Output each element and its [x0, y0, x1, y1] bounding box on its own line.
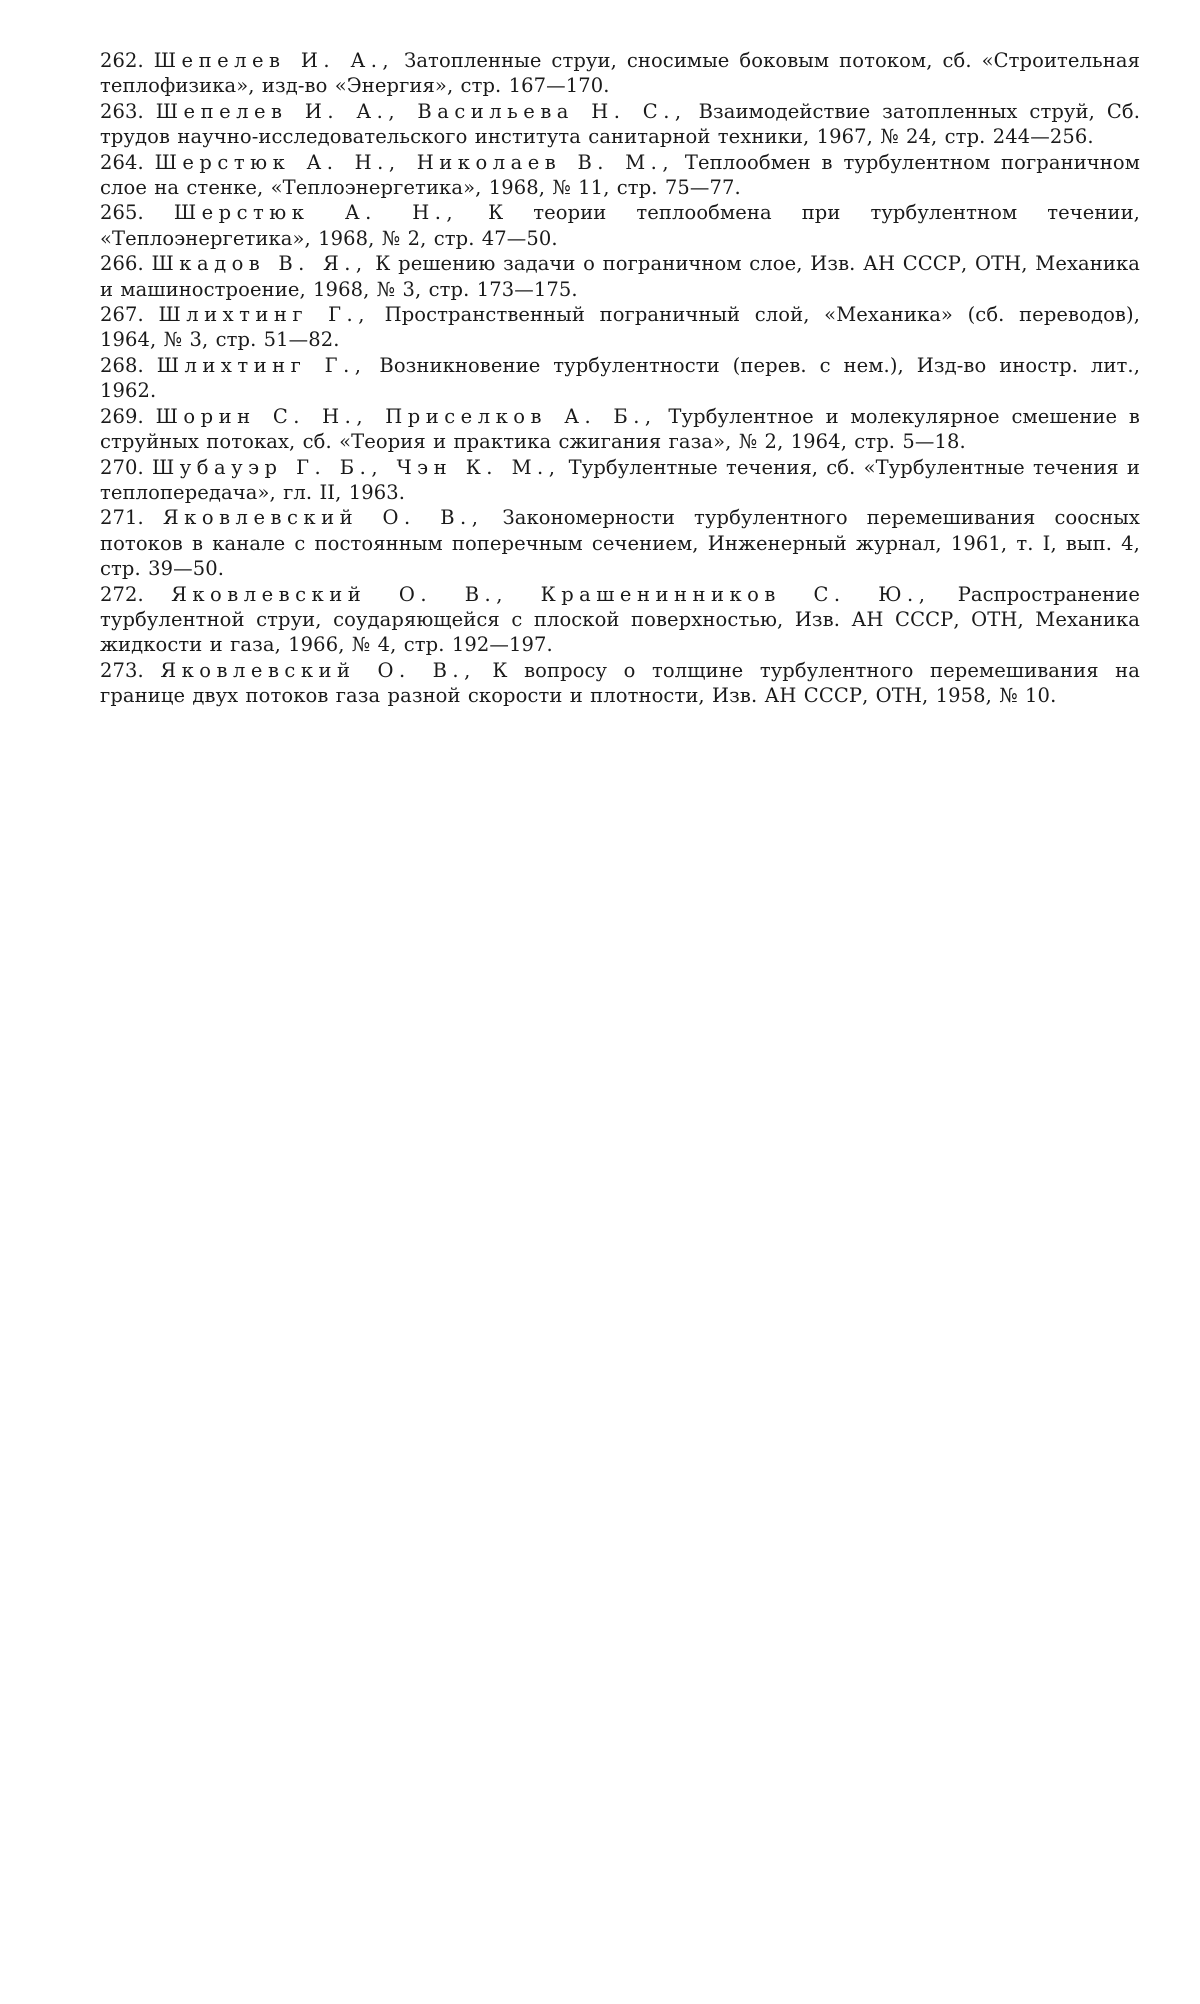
- reference-text: К теории теплообмена при турбулентном течении, «Теплоэнергетика», 1968, № 2, стр. 47—50.: [100, 201, 1140, 250]
- reference-item: [100, 455, 1140, 506]
- reference-item: [100, 404, 1140, 455]
- reference-number: 273.: [100, 658, 144, 682]
- reference-text: Теплообмен в турбулентном пограничном слое на стенке, «Теплоэнергетика», 1968, № 11, стр. 75—77.: [100, 150, 1140, 200]
- reference-item: [100, 99, 1140, 150]
- reference-item: [100, 200, 1140, 251]
- reference-item: [100, 302, 1140, 353]
- reference-author: Шлихтинг Г.,: [156, 353, 367, 377]
- reference-number: 264.: [100, 150, 144, 174]
- reference-author: Шлихтинг Г.,: [158, 303, 370, 327]
- reference-number: 269.: [100, 404, 144, 428]
- reference-author: Шубауэр Г. Б., Чэн К. М.,: [152, 455, 561, 479]
- reference-text: Затопленные струи, сносимые боковым потоком, сб. «Строительная теплофизика», изд-во «Энергия», стр. 167—170.: [100, 49, 1140, 98]
- reference-author: Шерстюк А. Н.,: [173, 201, 459, 225]
- reference-text: Турбулентное и молекулярное смешение в струйных потоках, сб. «Теория и практика сжигания газа», № 2, 1964, стр. 5—18.: [100, 404, 1140, 454]
- reference-number: 267.: [100, 303, 144, 327]
- reference-number: 268.: [100, 353, 144, 377]
- reference-text: Турбулентные течения, сб. «Турбулентные течения и теплопередача», гл. II, 1963.: [100, 455, 1140, 504]
- reference-item: [100, 658, 1140, 709]
- reference-author: Шерстюк А. Н., Николаев В. М.,: [154, 150, 675, 174]
- reference-author: Яковлевский О. В.,: [160, 658, 476, 682]
- reference-item: [100, 505, 1140, 581]
- reference-item: [100, 582, 1140, 658]
- reference-number: 265.: [100, 201, 144, 225]
- reference-number: 271.: [100, 506, 144, 530]
- reference-author: Яковлевский О. В.,: [162, 506, 484, 530]
- reference-text: К вопросу о толщине турбулентного перемешивания на границе двух потоков газа разной скорости и плотности, Изв. АН СССР, ОТН, 1958, № 10.: [100, 658, 1140, 708]
- reference-author: Шкадов В. Я.,: [151, 252, 368, 276]
- reference-item: [100, 353, 1140, 404]
- reference-author: Яковлевский О. В., Крашенинников С. Ю.,: [171, 582, 931, 606]
- reference-author: Шорин С. Н., Приселков А. Б.,: [155, 404, 657, 428]
- reference-author: Шепелев И. А.,: [153, 49, 395, 72]
- reference-number: 262.: [100, 49, 144, 72]
- reference-number: 266.: [100, 252, 144, 276]
- reference-item: [100, 48, 1140, 99]
- reference-text: Распространение турбулентной струи, соударяющейся с плоской поверхностью, Изв. АН СССР, ОТН, Механика жидкости и газа, 1966, № 4, стр. 192—197.: [100, 582, 1140, 657]
- reference-item: [100, 251, 1140, 302]
- reference-text: Взаимодействие затопленных струй, Сб. трудов научно-исследовательского института санитарной техники, 1967, № 24, стр. 244—256.: [100, 99, 1140, 149]
- reference-text: К решению задачи о пограничном слое, Изв. АН СССР, ОТН, Механика и машиностроение, 1968, № 3, стр. 173—175.: [100, 252, 1140, 301]
- reference-item: [100, 150, 1140, 201]
- reference-number: 272.: [100, 582, 144, 606]
- reference-text: Возникновение турбулентности (перев. с нем.), Изд-во иностр. лит., 1962.: [100, 353, 1140, 403]
- reference-author: Шепелев И. А., Васильева Н. С.,: [155, 99, 687, 123]
- reference-number: 263.: [100, 99, 144, 123]
- reference-text: Пространственный пограничный слой, «Механика» (сб. переводов), 1964, № 3, стр. 51—82.: [100, 303, 1140, 352]
- reference-text: Закономерности турбулентного перемешивания соосных потоков в канале с постоянным поперечным сечением, Инженерный журнал, 1961, т. I, вып. 4, стр. 39—50.: [100, 506, 1140, 581]
- reference-number: 270.: [100, 455, 144, 479]
- reference-list: [100, 48, 1140, 709]
